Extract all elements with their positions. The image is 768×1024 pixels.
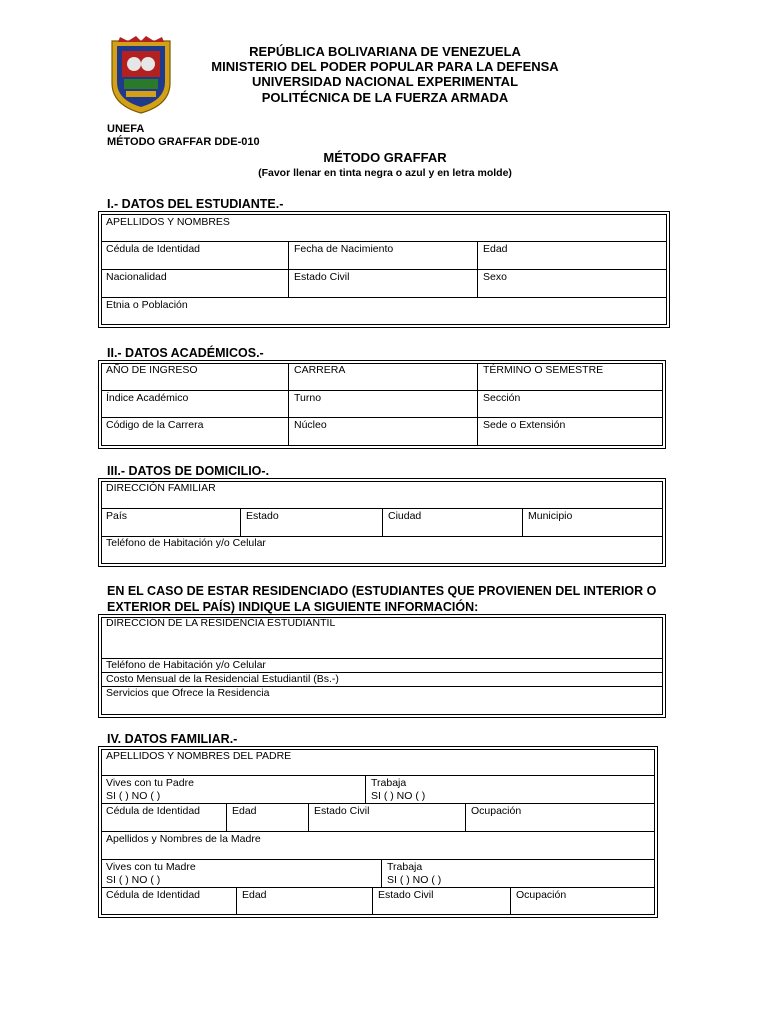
academic-career-code-field[interactable]: Código de la Carrera	[106, 419, 204, 431]
mother-age-field[interactable]: Edad	[242, 889, 267, 901]
section-domicile-heading: III.- DATOS DE DOMICILIO-.	[107, 464, 270, 478]
section-family-heading: IV. DATOS FAMILIAR.-	[107, 732, 238, 746]
mother-occupation-field[interactable]: Ocupación	[516, 889, 567, 901]
form-code: MÉTODO GRAFFAR DDE-010	[107, 136, 260, 148]
mother-civil-field[interactable]: Estado Civil	[378, 889, 434, 901]
domicile-city-field[interactable]: Ciudad	[388, 510, 422, 522]
father-works-yes-no[interactable]: SI ( ) NO ( )	[371, 790, 426, 802]
father-names-field[interactable]: APELLIDOS Y NOMBRES DEL PADRE	[106, 750, 292, 762]
student-civil-field[interactable]: Estado Civil	[294, 271, 350, 283]
student-sex-field[interactable]: Sexo	[483, 271, 507, 283]
domicile-address-field[interactable]: DIRECCIÓN FAMILIAR	[106, 482, 216, 494]
student-names-field[interactable]: APELLIDOS Y NOMBRES	[106, 216, 230, 228]
mother-names-field[interactable]: Apellidos y Nombres de la Madre	[106, 833, 261, 845]
student-id-field[interactable]: Cédula de Identidad	[106, 243, 200, 255]
academic-index-field[interactable]: Índice Académico	[106, 392, 189, 404]
org-label: UNEFA	[107, 123, 145, 135]
lives-with-mother-yes-no[interactable]: SI ( ) NO ( )	[106, 874, 161, 886]
father-occupation-field[interactable]: Ocupación	[471, 805, 522, 817]
academic-seat-field[interactable]: Sede o Extensión	[483, 419, 566, 431]
domicile-country-field[interactable]: País	[106, 510, 128, 522]
form-subtitle: (Favor llenar en tinta negra o azul y en letra molde)	[258, 167, 512, 179]
domicile-municipality-field[interactable]: Municipio	[528, 510, 573, 522]
student-nationality-field[interactable]: Nacionalidad	[106, 271, 167, 283]
academic-career-field[interactable]: CARRERA	[294, 364, 346, 376]
father-age-field[interactable]: Edad	[232, 805, 257, 817]
mother-works-yes-no[interactable]: SI ( ) NO ( )	[387, 874, 442, 886]
academic-nucleus-field[interactable]: Núcleo	[294, 419, 327, 431]
student-ethnicity-field[interactable]: Etnia o Población	[106, 299, 188, 311]
residence-heading-line-2: EXTERIOR DEL PAÍS) INDIQUE LA SIGUIENTE INFORMACIÓN:	[107, 600, 479, 614]
residence-cost-field[interactable]: Costo Mensual de la Residencial Estudiantil (Bs.-)	[106, 673, 339, 685]
academic-term-field[interactable]: TÉRMINO O SEMESTRE	[483, 364, 604, 376]
domicile-state-field[interactable]: Estado	[246, 510, 279, 522]
residence-services-field[interactable]: Servicios que Ofrece la Residencia	[106, 687, 270, 699]
father-works-label: Trabaja	[371, 777, 407, 789]
academic-section-field[interactable]: Sección	[483, 392, 521, 404]
residence-heading-line-1: EN EL CASO DE ESTAR RESIDENCIADO (ESTUDIANTES QUE PROVIENEN DEL INTERIOR O	[107, 584, 657, 598]
residence-address-field[interactable]: DIRECCIÓN DE LA RESIDENCIA ESTUDIANTIL	[106, 617, 336, 629]
section-academic-heading: II.- DATOS ACADÉMICOS.-	[107, 346, 264, 360]
father-id-field[interactable]: Cédula de Identidad	[106, 805, 200, 817]
section-student-heading: I.- DATOS DEL ESTUDIANTE.-	[107, 197, 284, 211]
father-civil-field[interactable]: Estado Civil	[314, 805, 370, 817]
domicile-phone-field[interactable]: Teléfono de Habitación y/o Celular	[106, 537, 266, 549]
form-title: MÉTODO GRAFFAR	[323, 150, 447, 165]
university-crest-logo	[108, 35, 174, 115]
header-line-4: POLITÉCNICA DE LA FUERZA ARMADA	[261, 90, 509, 105]
header-line-1: REPÚBLICA BOLIVARIANA DE VENEZUELA	[249, 44, 521, 59]
residence-phone-field[interactable]: Teléfono de Habitación y/o Celular	[106, 659, 266, 671]
header-line-3: UNIVERSIDAD NACIONAL EXPERIMENTAL	[251, 74, 519, 89]
mother-id-field[interactable]: Cédula de Identidad	[106, 889, 200, 901]
student-age-field[interactable]: Edad	[483, 243, 508, 255]
student-birth-field[interactable]: Fecha de Nacimiento	[294, 243, 394, 255]
lives-with-mother-label: Vives con tu Madre	[106, 861, 196, 873]
academic-year-field[interactable]: AÑO DE INGRESO	[106, 364, 198, 376]
mother-works-label: Trabaja	[387, 861, 423, 873]
academic-shift-field[interactable]: Turno	[294, 392, 322, 404]
header-line-2: MINISTERIO DEL PODER POPULAR PARA LA DEFENSA	[211, 59, 559, 74]
lives-with-father-label: Vives con tu Padre	[106, 777, 194, 789]
lives-with-father-yes-no[interactable]: SI ( ) NO ( )	[106, 790, 161, 802]
